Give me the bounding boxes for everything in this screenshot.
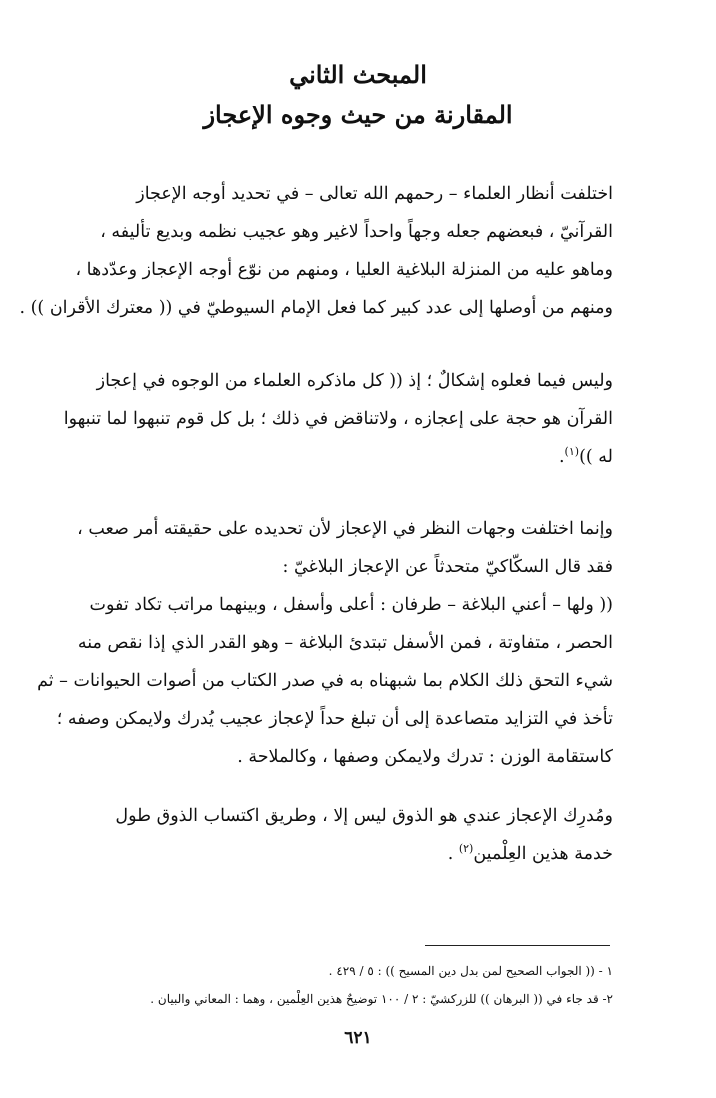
- paragraph-line-text: له )): [579, 447, 613, 467]
- quotation-line: تأخذ في التزايد متصاعدة إلى أن تبلغ حداً لإعجاز عجيب يُدرك ولايمكن وصفه ؛: [56, 709, 613, 729]
- section-subtitle: المقارنة من حيث وجوه الإعجاز: [203, 100, 513, 129]
- quotation-line: الحصر ، متفاوتة ، فمن الأسفل تبتدئ البلاغة – وهو القدر الذي إذا نقص منه: [77, 633, 613, 653]
- footnote-reference-1: (١): [564, 445, 580, 459]
- paragraph-end: .: [558, 447, 565, 467]
- paragraph-line: اختلفت أنظار العلماء – رحمهم الله تعالى – في تحديد أوجه الإعجاز: [136, 184, 613, 204]
- paragraph-line: القرآنيّ ، فبعضهم جعله وجهاً واحداً لاغير وهو عجيب نظمه وبديع تأليفه ،: [100, 222, 613, 242]
- footnote-reference-2: (٢): [458, 842, 474, 856]
- paragraph-line: وإنما اختلفت وجهات النظر في الإعجاز لأن تحديده على حقيقته أمر صعب ،: [77, 519, 613, 539]
- paragraph-line-text: خدمة هذين العِلْمين: [473, 844, 613, 864]
- paragraph-line: [105, 438, 613, 476]
- paragraph-2: [63, 362, 613, 476]
- footnote-separator: [425, 945, 610, 946]
- paragraph-line: القرآن هو حجة على إعجازه ، ولاتناقض في ذلك ؛ بل كل قوم تنبهوا لما تنبهوا: [63, 409, 613, 429]
- footnote-1: ١ - (( الجواب الصحيح لمن بدل دين المسيح )) : ٥ / ٤٢٩ .: [328, 964, 613, 978]
- section-title: المبحث الثاني: [289, 60, 427, 89]
- quotation-line: (( ولها – أعني البلاغة – طرفان : أعلى وأسفل ، وبينهما مراتب تكاد تفوت: [89, 595, 613, 615]
- paragraph-4: [105, 797, 613, 873]
- paragraph-line: ومنهم من أوصلها إلى عدد كبير كما فعل الإمام السيوطيّ في (( معترك الأقران )) .: [19, 298, 613, 318]
- paragraph-3: [37, 510, 613, 776]
- paragraph-line: فقد قال السكّاكيّ متحدثاً عن الإعجاز البلاغيّ :: [282, 557, 613, 577]
- quotation-line: كاستقامة الوزن : تدرك ولايمكن وصفها ، وكالملاحة .: [237, 747, 613, 767]
- paragraph-end: .: [447, 844, 459, 864]
- footnote-2: ٢- قد جاء في (( البرهان )) للزركشيّ : ٢ / ١٠٠ توضيحٌ هذين العِلْمين ، وهما : المعاني والبيان .: [150, 992, 613, 1006]
- paragraph-1: [19, 175, 613, 327]
- paragraph-line: وماهو عليه من المنزلة البلاغية العليا ، ومنهم من نوّع أوجه الإعجاز وعدّدها ،: [75, 260, 613, 280]
- quotation-line: شيء التحق ذلك الكلام بما شبهناه به في صدر الكتاب من أصوات الحيوانات – ثم: [37, 671, 613, 691]
- page-number: ٦٢١: [344, 1028, 372, 1048]
- paragraph-line: وليس فيما فعلوه إشكالٌ ؛ إذ (( كل ماذكره العلماء من الوجوه في إعجاز: [96, 371, 613, 391]
- paragraph-line: ومُدرِك الإعجاز عندي هو الذوق ليس إلا ، وطريق اكتساب الذوق طول: [115, 806, 613, 826]
- paragraph-line: [105, 835, 613, 873]
